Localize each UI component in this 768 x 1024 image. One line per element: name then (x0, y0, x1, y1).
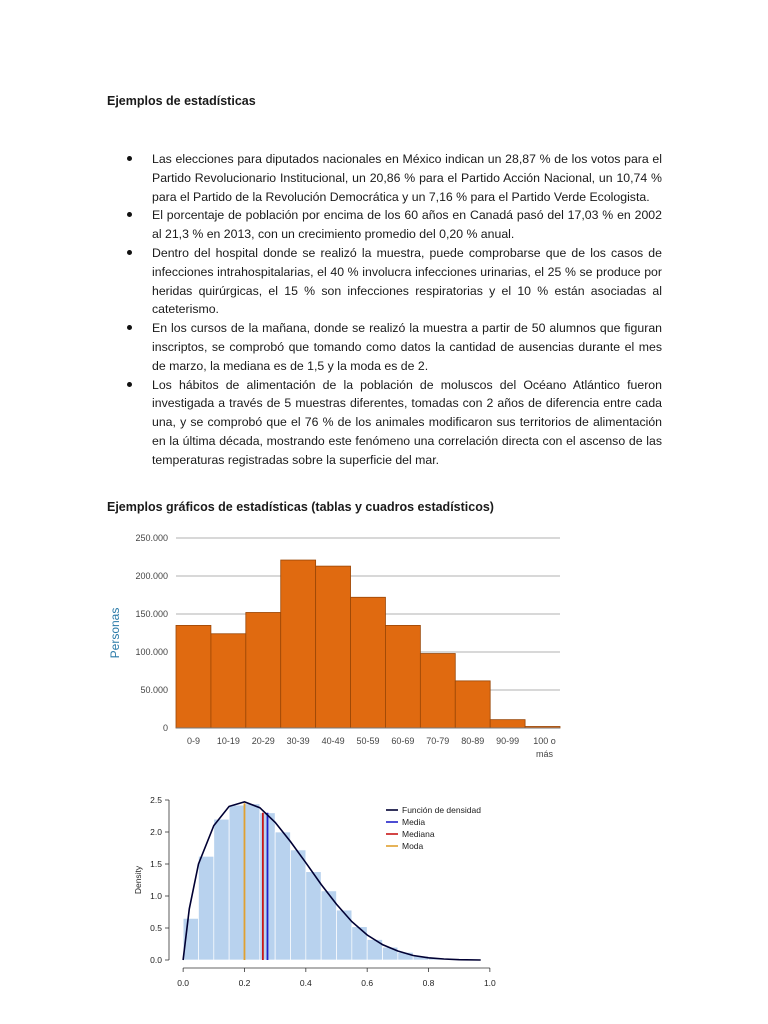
x-tick-label: 0-9 (186, 736, 200, 746)
list-item-text: En los cursos de la mañana, donde se realizó la muestra a partir de 50 alumnos que figuran inscriptos, se comprobó que tomando como datos la cantidad de ausencias durante el mes de marzo, la mediana es de 1,5 y la moda es de 2. (152, 321, 662, 373)
list-item-text: Las elecciones para diputados nacionales en México indican un 28,87 % de los votos para el Partido Revolucionario Institucional, un 20,86 % para el Partido Acción Nacional, un 10,74 % para el Partido de la Revolución Democrática y un 7,16 % para el Partido Verde Ecologista. (152, 152, 662, 204)
list-item (107, 319, 662, 375)
x-tick-label: 20-29 (251, 736, 275, 746)
legend-label: Función de densidad (402, 805, 481, 815)
y-tick-label: 0.0 (150, 955, 162, 965)
y-tick-label: 50.000 (140, 685, 168, 695)
x-tick-label: 70-79 (426, 736, 450, 746)
list-item (107, 244, 662, 319)
y-tick-label: 1.5 (150, 859, 162, 869)
y-tick-label: 150.000 (135, 609, 168, 619)
bar (316, 566, 351, 728)
bar (455, 681, 490, 728)
bar (351, 597, 386, 728)
x-tick-label: 1.0 (483, 978, 496, 988)
list-item (107, 376, 662, 470)
y-tick-label: 1.0 (150, 891, 162, 901)
density-histogram (110, 790, 510, 1000)
list-item-text: Los hábitos de alimentación de la población de moluscos del Océano Atlántico fueron investigada a través de 5 muestras diferentes, tomadas con 2 años de diferencia entre cada una, y se comprobó que el 76 % de los animales modificaron sus territorios de alimentación en la última década, mostrando este fenómeno una correlación directa con el ascenso de las temperaturas registradas sobre la superficie del mar. (152, 377, 662, 467)
list-item-text: Dentro del hospital donde se realizó la muestra, puede comprobarse que de los casos de infecciones intrahospitalarias, el 40 % involucra infecciones urinarias, el 25 % se produce por heridas quirúrgicas, el 15 % son infecciones respiratorias y el 10 % están asociadas al cateterismo. (152, 245, 662, 317)
bar (281, 560, 316, 728)
bar (229, 805, 244, 960)
x-tick-label: 90-99 (496, 736, 520, 746)
y-axis-label: Density (133, 865, 143, 895)
bullet-icon (127, 212, 132, 217)
bullet-icon (127, 156, 132, 161)
bar (337, 910, 352, 960)
legend-label: Media (402, 817, 426, 827)
x-tick-label: 100 o más (533, 736, 556, 759)
x-tick-label: 80-89 (461, 736, 485, 746)
bar (306, 872, 321, 960)
x-tick-label: 60-69 (391, 736, 415, 746)
x-tick-label: 0.2 (238, 978, 251, 988)
x-tick-label: 0.0 (177, 978, 190, 988)
bar (420, 654, 455, 728)
bar (244, 804, 259, 960)
heading-graphic-examples: Ejemplos gráficos de estadísticas (tablas y cuadros estadísticos) (107, 500, 494, 514)
legend-label: Mediana (402, 829, 435, 839)
bar (290, 850, 305, 960)
bullet-icon (127, 325, 132, 330)
list-item (107, 206, 662, 244)
bar (352, 927, 367, 960)
y-tick-label: 250.000 (135, 533, 168, 543)
x-tick-label: 30-39 (286, 736, 310, 746)
bar (214, 819, 229, 960)
x-tick-label: 40-49 (321, 736, 345, 746)
y-tick-label: 0.5 (150, 923, 162, 933)
bar (246, 612, 281, 728)
y-axis-label: Personas (108, 607, 122, 659)
bar (211, 634, 246, 728)
bullet-icon (127, 250, 132, 255)
bar (275, 832, 290, 960)
x-tick-label: 10-19 (216, 736, 240, 746)
bar (383, 947, 398, 960)
list-item-text: El porcentaje de población por encima de los 60 años en Canadá pasó del 17,03 % en 2002 al 21,3 % en 2013, con un crecimiento promedio del 0,20 % anual. (152, 208, 662, 242)
heading-examples: Ejemplos de estadísticas (107, 94, 256, 108)
legend-label: Moda (402, 841, 424, 851)
bullet-icon (127, 382, 132, 387)
bar (385, 625, 420, 728)
bar (490, 720, 525, 728)
bar (176, 625, 211, 728)
x-tick-label: 0.6 (361, 978, 374, 988)
population-age-histogram (100, 528, 580, 768)
bar (198, 856, 213, 960)
x-tick-label: 0.8 (422, 978, 435, 988)
y-tick-label: 2.5 (150, 795, 162, 805)
y-tick-label: 0 (162, 723, 168, 733)
list-item (107, 150, 662, 206)
examples-list (107, 150, 662, 470)
y-tick-label: 200.000 (135, 571, 168, 581)
y-tick-label: 100.000 (135, 647, 168, 657)
y-tick-label: 2.0 (150, 827, 162, 837)
x-tick-label: 0.4 (299, 978, 312, 988)
x-tick-label: 50-59 (356, 736, 380, 746)
